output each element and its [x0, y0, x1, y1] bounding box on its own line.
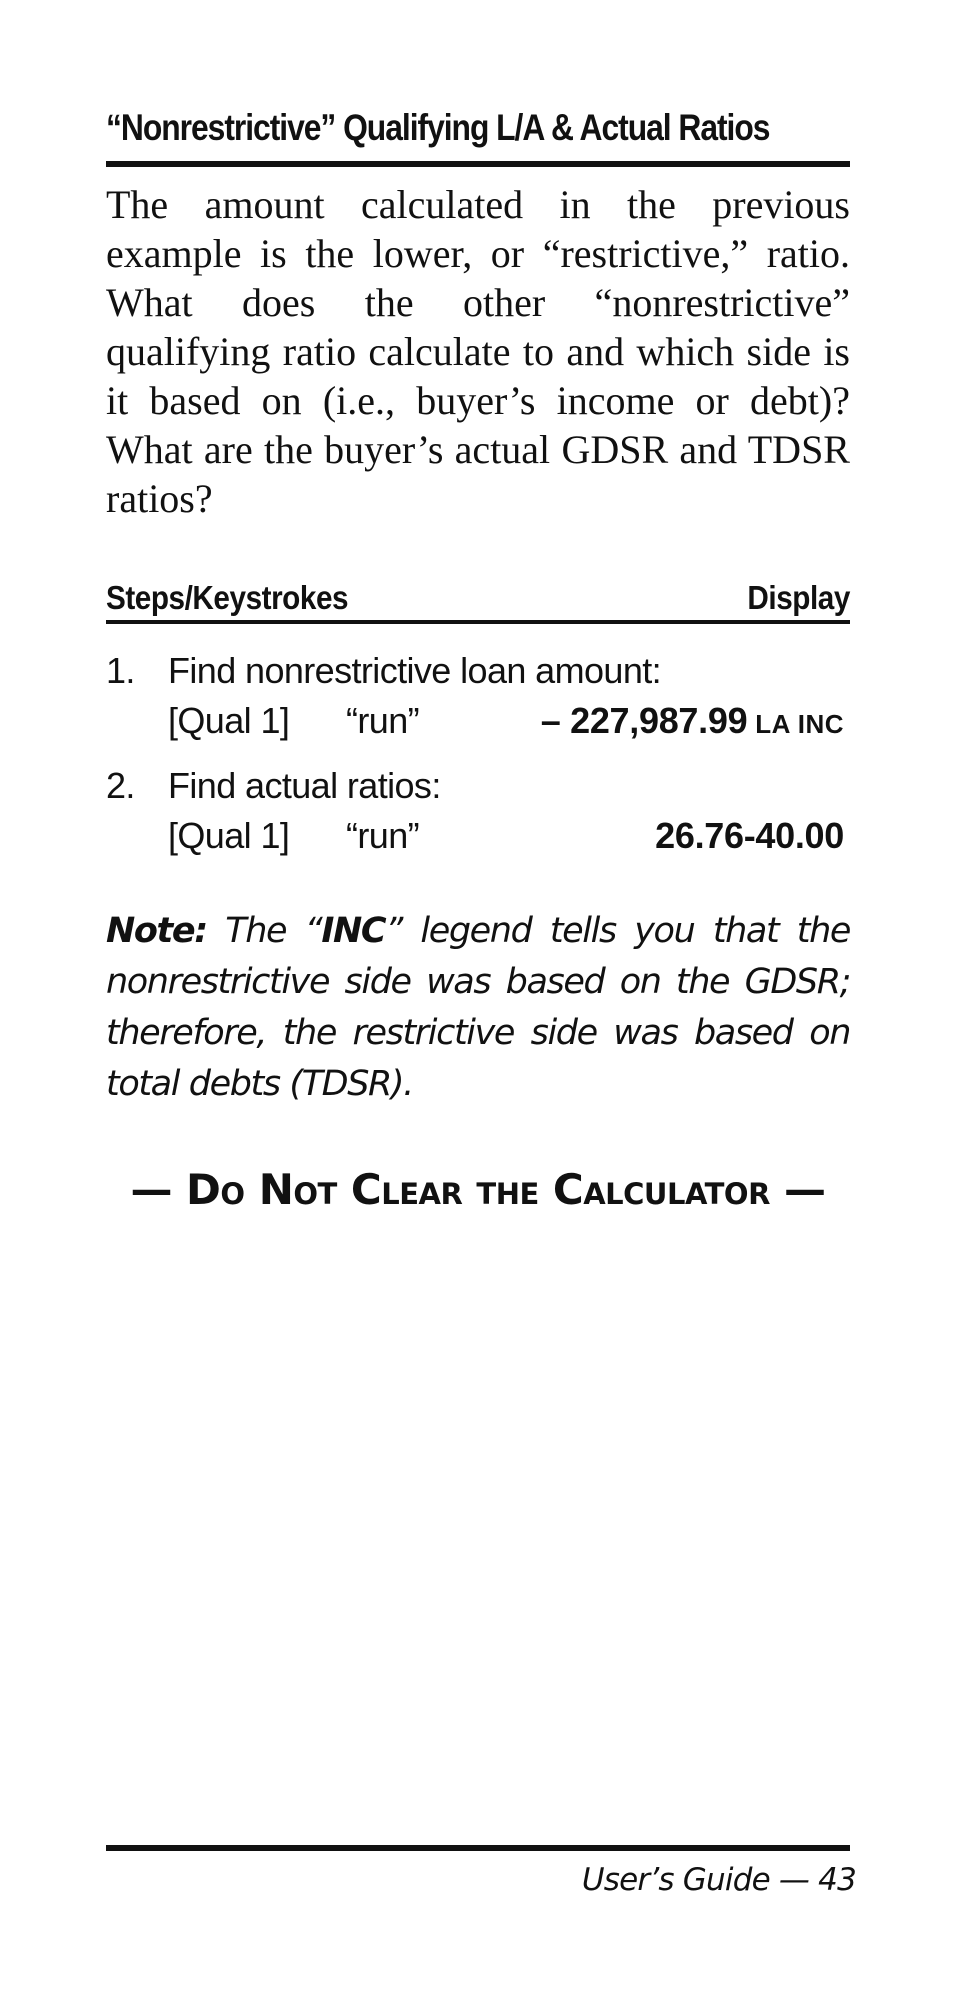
note-text-before: The “ — [206, 911, 322, 951]
step-2 — [106, 761, 850, 861]
display-number: – 227,987.99 — [540, 700, 748, 741]
do-not-clear-banner: — Do Not Clear the Calculator — — [130, 1165, 826, 1214]
note-paragraph — [106, 906, 850, 1110]
step-1 — [106, 646, 850, 746]
section-title: “Nonrestrictive” Qualifying L/A & Actual Ratios — [106, 107, 770, 148]
display-value — [541, 696, 844, 749]
keystroke: [Qual 1] — [168, 815, 290, 856]
steps-table-header — [106, 575, 850, 621]
note-text-after: ” legend tells you that the nonrestrictive side was based on the GDSR; therefore, the restrictive side was based on total debts (TDSR). — [106, 911, 850, 1104]
footer-rule — [106, 1845, 850, 1851]
title-rule — [106, 161, 850, 167]
step-number: 1. — [106, 650, 135, 691]
display-value — [655, 811, 844, 861]
step-description: Find nonrestrictive loan amount: — [168, 650, 662, 691]
keystroke: [Qual 1] — [168, 700, 290, 741]
intro-paragraph: The amount calculated in the previous example is the lower, or “restrictive,” ratio. What does the other “nonrestrictive” qualifying ratio calculate to and which side is it based on (i.e., buyer’s income or debt)? What are the buyer’s actual GDSR and TDSR ratios? — [106, 182, 850, 521]
keystroke-prompt: “run” — [346, 815, 420, 856]
step-description: Find actual ratios: — [168, 765, 441, 806]
step-number: 2. — [106, 765, 135, 806]
page-footer: User’s Guide — 43 — [581, 1862, 856, 1898]
display-number: 26.76-40.00 — [655, 815, 844, 856]
display-header-label: Display — [747, 579, 850, 616]
note-label: Note: — [106, 911, 207, 951]
steps-header-label: Steps/Keystrokes — [106, 579, 349, 616]
note-inc-legend: INC — [321, 911, 386, 951]
keystroke-prompt: “run” — [346, 700, 420, 741]
manual-page — [106, 0, 856, 2009]
steps-header-rule — [106, 620, 850, 624]
display-legend: LA INC — [755, 709, 844, 739]
